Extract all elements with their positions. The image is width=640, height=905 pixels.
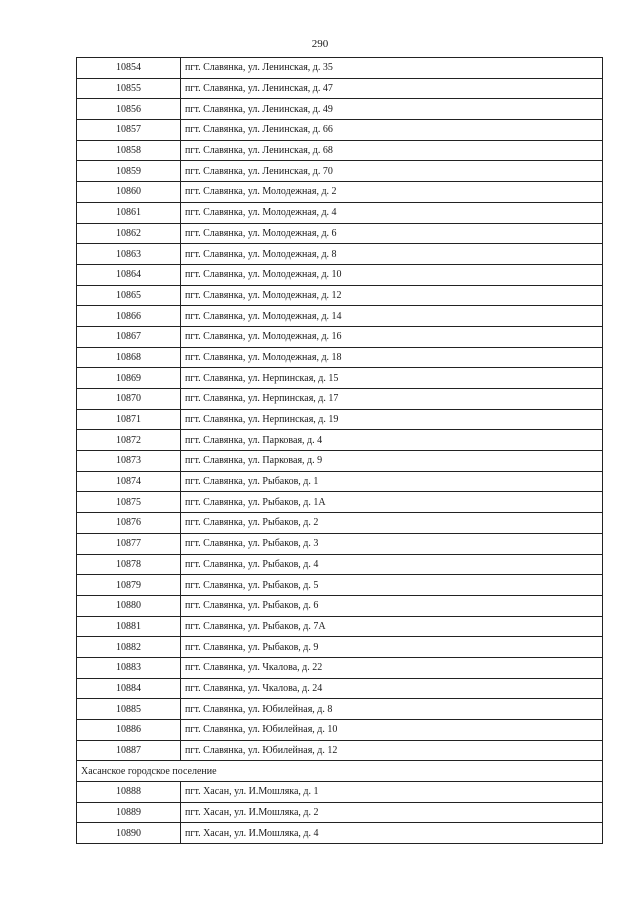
row-number: 10884 xyxy=(77,678,181,699)
table-row xyxy=(77,657,603,678)
table-row xyxy=(77,78,603,99)
row-number: 10854 xyxy=(77,58,181,79)
row-address: пгт. Славянка, ул. Ленинская, д. 47 xyxy=(181,78,603,99)
table-row xyxy=(77,492,603,513)
row-address: пгт. Славянка, ул. Молодежная, д. 4 xyxy=(181,202,603,223)
row-number: 10890 xyxy=(77,823,181,844)
row-address: пгт. Славянка, ул. Юбилейная, д. 12 xyxy=(181,740,603,761)
table-row xyxy=(77,326,603,347)
row-address: пгт. Славянка, ул. Молодежная, д. 16 xyxy=(181,326,603,347)
row-number: 10860 xyxy=(77,182,181,203)
table-row xyxy=(77,471,603,492)
section-row xyxy=(77,761,603,782)
page-number: 290 xyxy=(311,38,329,50)
row-address: пгт. Славянка, ул. Ленинская, д. 68 xyxy=(181,140,603,161)
table-row xyxy=(77,637,603,658)
row-address: пгт. Славянка, ул. Рыбаков, д. 7А xyxy=(181,616,603,637)
row-address: пгт. Славянка, ул. Молодежная, д. 6 xyxy=(181,223,603,244)
row-address: пгт. Славянка, ул. Парковая, д. 9 xyxy=(181,451,603,472)
table-row xyxy=(77,99,603,120)
table-row xyxy=(77,740,603,761)
row-address: пгт. Славянка, ул. Нерпинская, д. 15 xyxy=(181,368,603,389)
row-address: пгт. Славянка, ул. Рыбаков, д. 9 xyxy=(181,637,603,658)
table-row xyxy=(77,389,603,410)
table-row xyxy=(77,554,603,575)
row-address: пгт. Славянка, ул. Юбилейная, д. 10 xyxy=(181,720,603,741)
table-row xyxy=(77,347,603,368)
row-address: пгт. Славянка, ул. Рыбаков, д. 2 xyxy=(181,513,603,534)
table-row xyxy=(77,409,603,430)
table-row xyxy=(77,161,603,182)
row-number: 10879 xyxy=(77,575,181,596)
table-row xyxy=(77,120,603,141)
row-number: 10887 xyxy=(77,740,181,761)
row-number: 10863 xyxy=(77,244,181,265)
table-row xyxy=(77,802,603,823)
row-address: пгт. Славянка, ул. Молодежная, д. 10 xyxy=(181,264,603,285)
row-number: 10865 xyxy=(77,285,181,306)
row-number: 10878 xyxy=(77,554,181,575)
row-number: 10855 xyxy=(77,78,181,99)
row-address: пгт. Славянка, ул. Ленинская, д. 70 xyxy=(181,161,603,182)
row-address: пгт. Хасан, ул. И.Мошляка, д. 4 xyxy=(181,823,603,844)
section-heading: Хасанское городское поселение xyxy=(77,761,603,782)
table-row xyxy=(77,202,603,223)
table-row xyxy=(77,782,603,803)
row-number: 10856 xyxy=(77,99,181,120)
table-row xyxy=(77,368,603,389)
row-number: 10885 xyxy=(77,699,181,720)
row-address: пгт. Славянка, ул. Юбилейная, д. 8 xyxy=(181,699,603,720)
row-number: 10858 xyxy=(77,140,181,161)
table-row xyxy=(77,678,603,699)
row-number: 10889 xyxy=(77,802,181,823)
row-number: 10869 xyxy=(77,368,181,389)
row-number: 10886 xyxy=(77,720,181,741)
table-row xyxy=(77,720,603,741)
row-number: 10883 xyxy=(77,657,181,678)
row-address: пгт. Славянка, ул. Нерпинская, д. 17 xyxy=(181,389,603,410)
row-number: 10868 xyxy=(77,347,181,368)
row-number: 10888 xyxy=(77,782,181,803)
row-number: 10877 xyxy=(77,533,181,554)
row-address: пгт. Славянка, ул. Рыбаков, д. 1 xyxy=(181,471,603,492)
row-number: 10874 xyxy=(77,471,181,492)
table-row xyxy=(77,244,603,265)
row-address: пгт. Славянка, ул. Молодежная, д. 12 xyxy=(181,285,603,306)
row-address: пгт. Славянка, ул. Чкалова, д. 24 xyxy=(181,678,603,699)
row-address: пгт. Славянка, ул. Рыбаков, д. 6 xyxy=(181,595,603,616)
row-number: 10876 xyxy=(77,513,181,534)
address-registry-table xyxy=(76,57,603,844)
row-number: 10864 xyxy=(77,264,181,285)
table-row xyxy=(77,430,603,451)
row-address: пгт. Славянка, ул. Рыбаков, д. 3 xyxy=(181,533,603,554)
table-row xyxy=(77,182,603,203)
row-number: 10866 xyxy=(77,306,181,327)
table-row xyxy=(77,451,603,472)
row-number: 10873 xyxy=(77,451,181,472)
row-number: 10880 xyxy=(77,595,181,616)
row-number: 10872 xyxy=(77,430,181,451)
table-row xyxy=(77,285,603,306)
row-number: 10881 xyxy=(77,616,181,637)
table-row xyxy=(77,533,603,554)
row-number: 10859 xyxy=(77,161,181,182)
row-address: пгт. Хасан, ул. И.Мошляка, д. 1 xyxy=(181,782,603,803)
row-number: 10870 xyxy=(77,389,181,410)
row-address: пгт. Славянка, ул. Ленинская, д. 66 xyxy=(181,120,603,141)
row-address: пгт. Славянка, ул. Молодежная, д. 2 xyxy=(181,182,603,203)
row-number: 10882 xyxy=(77,637,181,658)
table-row xyxy=(77,595,603,616)
table-row xyxy=(77,58,603,79)
row-address: пгт. Славянка, ул. Рыбаков, д. 5 xyxy=(181,575,603,596)
row-address: пгт. Славянка, ул. Ленинская, д. 35 xyxy=(181,58,603,79)
table-row xyxy=(77,223,603,244)
row-number: 10875 xyxy=(77,492,181,513)
row-number: 10857 xyxy=(77,120,181,141)
table-row xyxy=(77,699,603,720)
table-row xyxy=(77,823,603,844)
table-row xyxy=(77,575,603,596)
table-row xyxy=(77,513,603,534)
row-number: 10862 xyxy=(77,223,181,244)
table-row xyxy=(77,306,603,327)
row-address: пгт. Славянка, ул. Рыбаков, д. 1А xyxy=(181,492,603,513)
row-number: 10867 xyxy=(77,326,181,347)
row-number: 10861 xyxy=(77,202,181,223)
row-address: пгт. Славянка, ул. Чкалова, д. 22 xyxy=(181,657,603,678)
table-row xyxy=(77,140,603,161)
row-address: пгт. Славянка, ул. Рыбаков, д. 4 xyxy=(181,554,603,575)
row-number: 10871 xyxy=(77,409,181,430)
row-address: пгт. Хасан, ул. И.Мошляка, д. 2 xyxy=(181,802,603,823)
row-address: пгт. Славянка, ул. Парковая, д. 4 xyxy=(181,430,603,451)
row-address: пгт. Славянка, ул. Ленинская, д. 49 xyxy=(181,99,603,120)
row-address: пгт. Славянка, ул. Молодежная, д. 8 xyxy=(181,244,603,265)
row-address: пгт. Славянка, ул. Нерпинская, д. 19 xyxy=(181,409,603,430)
table-body-top xyxy=(77,58,603,844)
table-row xyxy=(77,264,603,285)
table-row xyxy=(77,616,603,637)
row-address: пгт. Славянка, ул. Молодежная, д. 14 xyxy=(181,306,603,327)
row-address: пгт. Славянка, ул. Молодежная, д. 18 xyxy=(181,347,603,368)
